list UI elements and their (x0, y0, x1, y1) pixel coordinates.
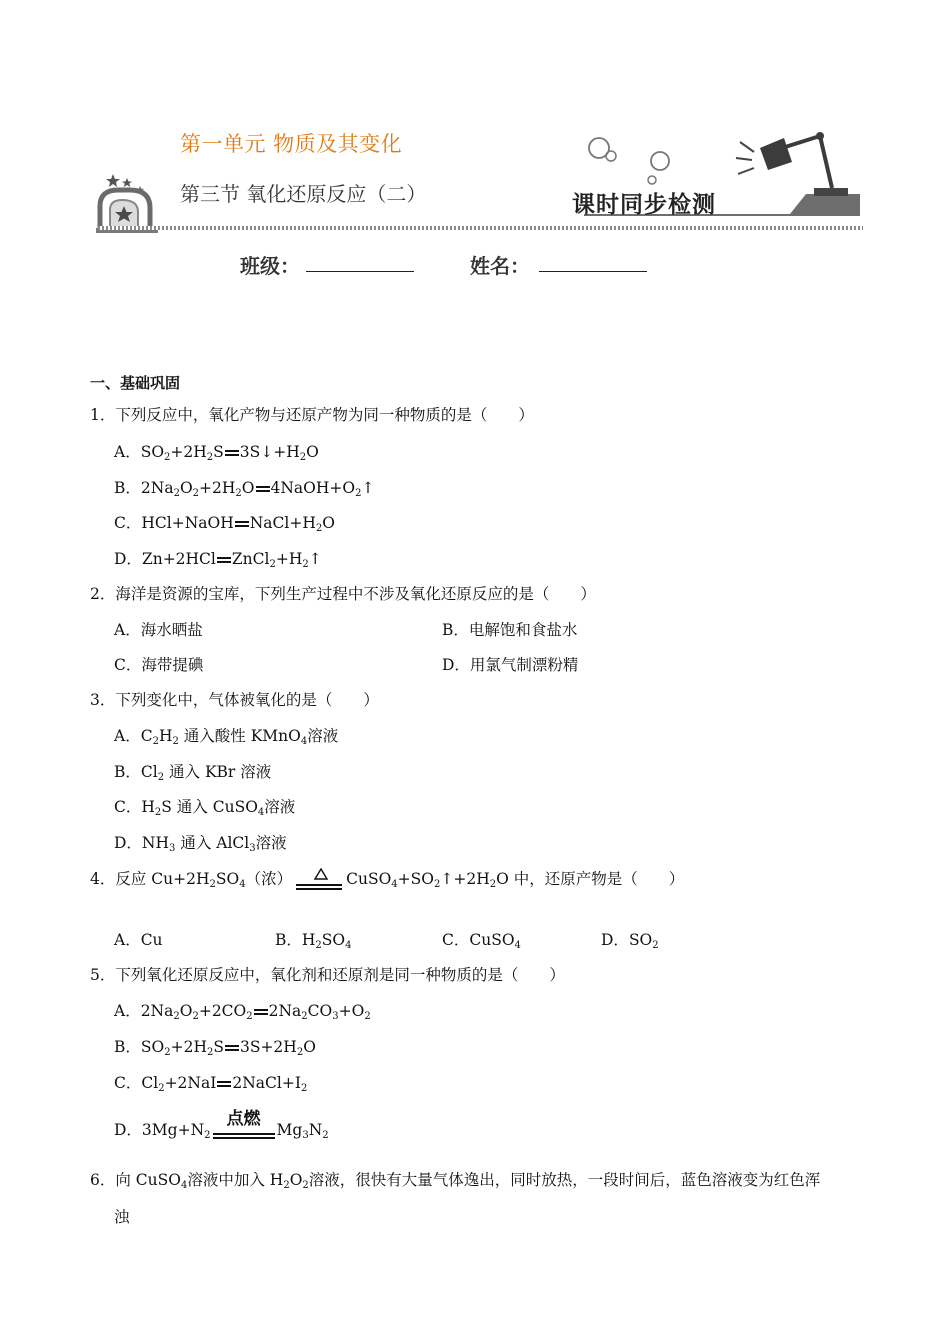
question-1-stem (90, 405, 534, 425)
question-text: 海洋是资源的宝库，下列生产过程中不涉及氧化还原反应的是（ ） (115, 585, 596, 603)
question-5-option-d[interactable]: D．$3Mg+N_2$ 点燃 $Mg_3N_2$ (114, 1109, 329, 1141)
question-text: 下列变化中，气体被氧化的是（ ） (115, 691, 379, 709)
question-1-option-d[interactable]: D．Zn+2HCl $ZnCl_2+H_2↑$ (114, 550, 322, 570)
question-4-option-d[interactable]: D．$SO_2$ (601, 931, 659, 951)
section-title: 第三节 氧化还原反应（二） (180, 182, 427, 206)
question-text: 下列氧化还原反应中，氧化剂和还原剂是同一种物质的是（ ） (115, 966, 565, 984)
question-5-option-a[interactable]: A．$2Na_2O_2+2CO_2$ $2Na_2CO_3+O_2$ (114, 1002, 371, 1022)
question-number: 3． (90, 691, 116, 709)
question-1-option-b[interactable]: B．$2Na_2O_2+2H_2O$ $4NaOH+O_2↑$ (114, 479, 375, 499)
question-3-option-d[interactable]: D．$NH_3$ 通入 AlCl$_3$溶液 (114, 834, 287, 854)
question-5-stem (90, 965, 565, 985)
question-2-stem (90, 584, 596, 604)
question-3-option-c[interactable]: C．$H_2S$ 通入 CuSO$_4$溶液 (114, 798, 296, 818)
question-3-option-a[interactable]: A．$C_2H_2$ 通入酸性 KMnO$_4$溶液 (114, 727, 339, 747)
star-badge-icon (96, 168, 158, 234)
question-2-option-b[interactable]: B．电解饱和食盐水 (442, 621, 578, 639)
question-5-option-c[interactable]: C．$Cl_2+2NaI$ $2NaCl+I_2$ (114, 1074, 308, 1094)
question-6-stem: 6．向 CuSO$_4$溶液中加入 $H_2O_2$溶液，很快有大量气体逸出，同时放热，一段时间后，蓝色溶液变为红色浑 (90, 1171, 821, 1191)
question-4-option-b[interactable]: B．$H_2SO_4$ (275, 931, 352, 951)
name-input-line[interactable] (539, 271, 647, 272)
question-2-option-c[interactable]: C．海带提碘 (114, 656, 204, 674)
ignition-condition: 点燃 (213, 1121, 275, 1141)
question-2-option-d[interactable]: D．用氯气制漂粉精 (442, 656, 579, 674)
question-6-stem-continued: 浊 (114, 1208, 130, 1226)
question-4-stem: 4．反应 $Cu+2H_2SO_4$（浓） $CuSO_4+SO_2↑+2H_2O$ 中，还原产物是（ ） (90, 870, 685, 890)
class-label: 班级： (240, 254, 300, 278)
unit-title: 第一单元 物质及其变化 (180, 132, 403, 156)
name-label: 姓名： (470, 254, 530, 278)
question-text: 下列反应中，氧化产物与还原产物为同一种物质的是（ ） (115, 406, 534, 424)
question-number: 2． (90, 585, 116, 603)
question-1-option-a[interactable]: A．$SO_2+2H_2S$ $3S↓+H_2O$ (114, 443, 319, 463)
question-4-option-a[interactable]: A．Cu (114, 931, 163, 949)
heat-condition (296, 870, 342, 890)
question-2-option-a[interactable]: A．海水晒盐 (114, 621, 203, 639)
header-divider (98, 226, 863, 230)
question-number: 4． (90, 870, 116, 888)
question-number: 5． (90, 966, 116, 984)
question-number: 1． (90, 406, 116, 424)
question-number: 6． (90, 1171, 116, 1189)
question-5-option-b[interactable]: B．$SO_2+2H_2S$ $3S+2H_2O$ (114, 1038, 316, 1058)
banner-text: 课时同步检测 (572, 192, 716, 218)
question-4-option-c[interactable]: C．CuSO$_4$ (442, 931, 521, 951)
class-input-line[interactable] (306, 271, 414, 272)
section-heading: 一、基础巩固 (90, 374, 181, 392)
question-1-option-c[interactable]: C．HCl+NaOH $NaCl+H_2O$ (114, 514, 335, 534)
question-3-option-b[interactable]: B．$Cl_2$ 通入 KBr 溶液 (114, 763, 272, 783)
question-3-stem (90, 690, 379, 710)
